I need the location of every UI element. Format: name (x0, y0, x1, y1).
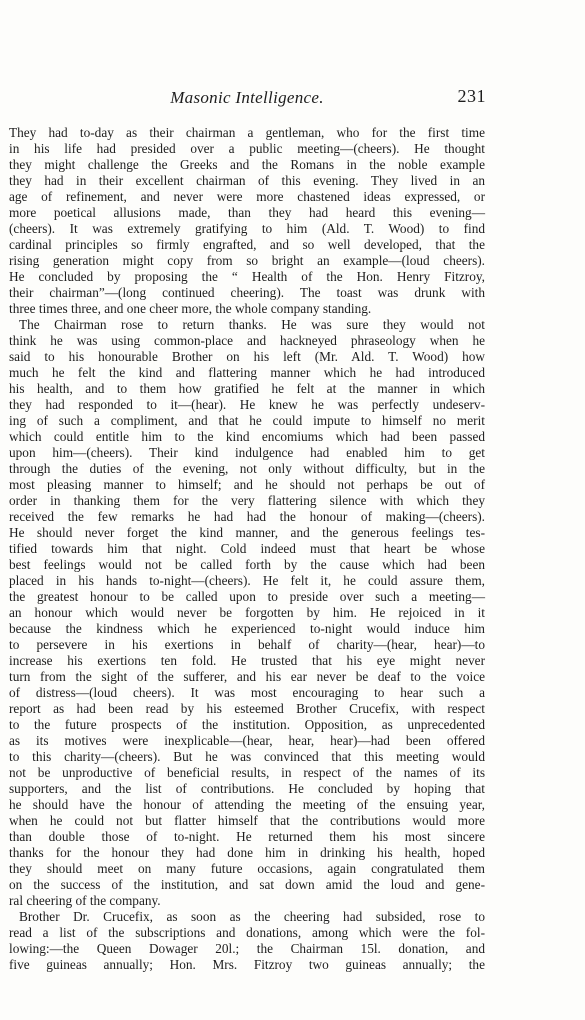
running-title: Masonic Intelligence. (170, 88, 324, 107)
text-line: said to his honourable Brother on his left (Mr. Ald. T. Wood) how (9, 349, 485, 364)
text-line: report as had been read by his esteemed Brother Crucefix, with respect (9, 701, 485, 716)
text-line: not be unproductive of beneficial results, in respect of the names of its (9, 765, 485, 780)
text-line: They had to-day as their chairman a gentleman, who for the first time (9, 125, 485, 140)
text-line: ral cheering of the company. (9, 893, 161, 908)
text-line: supporters, and the list of contributions. He concluded by hoping that (9, 781, 485, 796)
text-line: the greatest honour to be called upon to preside over such a meeting— (9, 589, 485, 604)
text-line: on the success of the institution, and sat down amid the loud and gene- (9, 877, 485, 892)
text-line: (cheers). It was extremely gratifying to him (Ald. T. Wood) to find (9, 221, 485, 236)
text-line: they might challenge the Greeks and the Romans in the noble example (9, 157, 485, 172)
body-text (9, 125, 485, 973)
text-line: increase his exertions ten fold. He trusted that his eye might never (9, 653, 485, 668)
text-line: received the few remarks he had had the honour of making—(cheers). (9, 509, 485, 524)
text-line: to the future prospects of the institution. Opposition, as unprecedented (9, 717, 485, 732)
text-line: three times three, and one cheer more, the whole company standing. (9, 301, 372, 316)
text-line: upon him—(cheers). Their kind indulgence had enabled him to get (9, 445, 485, 460)
text-line: of distress—(loud cheers). It was most encouraging to hear such a (9, 685, 485, 700)
text-line: read a list of the subscriptions and donations, among which were the fol- (9, 925, 485, 940)
text-line: his health, and to them how gratified he felt at the manner in which (9, 381, 485, 396)
text-line: more poetical allusions made, than they had heard this evening— (9, 205, 485, 220)
text-line: turn from the sight of the sufferer, and his ear never be deaf to the voice (9, 669, 485, 684)
text-line: an honour which would never be forgotten by him. He rejoiced in it (9, 605, 485, 620)
text-line: cardinal principles so firmly engrafted, and so well developed, that the (9, 237, 485, 252)
text-line: because the kindness which he experienced to-night would induce him (9, 621, 485, 636)
text-line: rising generation might copy from so bright an example—(loud cheers). (9, 253, 485, 268)
text-line: order in thanking them for the very flattering silence with which they (9, 493, 485, 508)
text-line: as its motives were inexplicable—(hear, hear, hear)—had been offered (9, 733, 485, 748)
text-line: in his life had presided over a public meeting—(cheers). He thought (9, 141, 485, 156)
text-line: much he felt the kind and flattering manner which he had introduced (9, 365, 485, 380)
running-head (8, 88, 486, 114)
text-line: best feelings would not be called forth by the cause which had been (9, 557, 485, 572)
text-line: most pleasing manner to himself; and he should not perhaps be out of (9, 477, 485, 492)
text-line: to persevere in his exertions in behalf of charity—(hear, hear)—to (9, 637, 485, 652)
text-line: which could entitle him to the kind encomiums which had been passed (9, 429, 485, 444)
text-line: age of refinement, and never were more chastened ideas expressed, or (9, 189, 485, 204)
page-number: 231 (457, 86, 486, 106)
text-line: tified towards him that night. Cold indeed must that heart be whose (9, 541, 485, 556)
text-line: through the duties of the evening, not only without difficulty, but in the (9, 461, 485, 476)
text-line: when he could not but flatter himself that the contributions would more (9, 813, 485, 828)
text-line: Brother Dr. Crucefix, as soon as the cheering had subsided, rose to (19, 909, 485, 924)
text-line: they should meet on many future occasions, again congratulated them (9, 861, 485, 876)
text-line: think he was using common-place and hackneyed phraseology when he (9, 333, 485, 348)
text-line: placed in his hands to-night—(cheers). He felt it, he could assure them, (9, 573, 485, 588)
text-line: ing of such a compliment, and that he could impute to himself no merit (9, 413, 485, 428)
text-line: he should have the honour of attending the meeting of the ensuing year, (9, 797, 485, 812)
text-line: He should never forget the kind manner, and the generous feelings tes- (9, 525, 485, 540)
text-line: their chairman”—(long continued cheering). The toast was drunk with (9, 285, 485, 300)
text-line: they had responded to it—(hear). He knew he was perfectly undeserv- (9, 397, 485, 412)
text-line: to this charity—(cheers). But he was convinced that this meeting would (9, 749, 485, 764)
text-line: they had in their excellent chairman of this evening. They lived in an (9, 173, 485, 188)
text-line: five guineas annually; Hon. Mrs. Fitzroy two guineas annually; the (9, 957, 485, 972)
text-line: thanks for the honour they had done him in drinking his health, hoped (9, 845, 485, 860)
text-line: He concluded by proposing the “ Health of the Hon. Henry Fitzroy, (9, 269, 485, 284)
text-line: lowing:—the Queen Dowager 20l.; the Chairman 15l. donation, and (9, 941, 485, 956)
text-line: than double those of to-night. He returned them his most sincere (9, 829, 485, 844)
text-line: The Chairman rose to return thanks. He was sure they would not (19, 317, 485, 332)
